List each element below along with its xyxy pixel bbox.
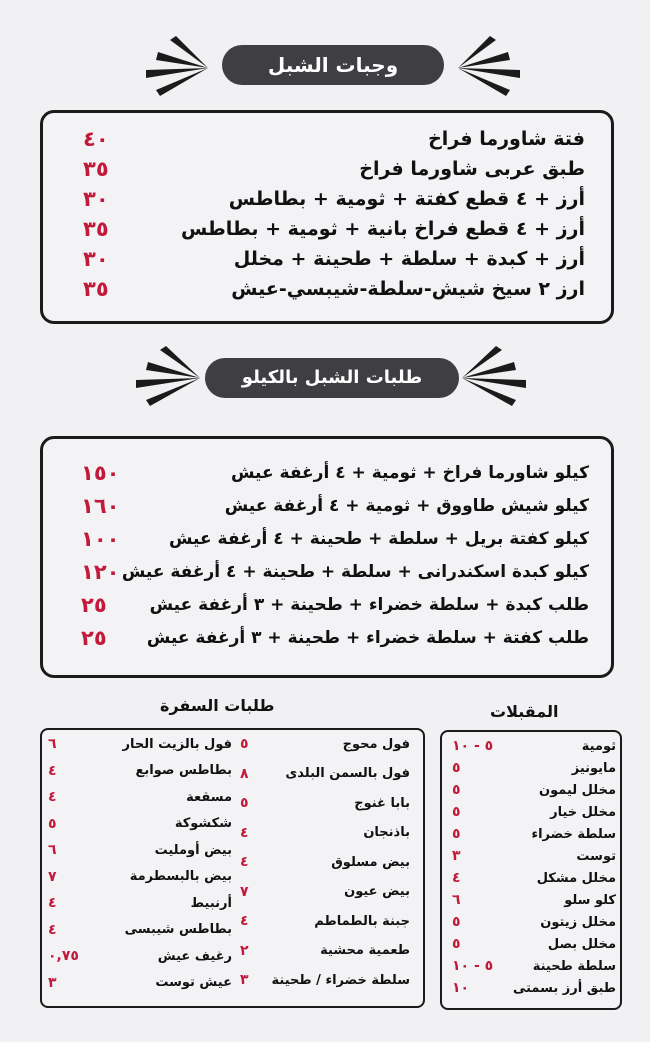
item-price: ١٠٠ bbox=[81, 527, 120, 551]
item-price: ٤ bbox=[240, 913, 249, 929]
item-price: ١٥٠ bbox=[81, 461, 120, 485]
item-name: بطاطس صوابع bbox=[135, 763, 232, 778]
sofra-row bbox=[48, 736, 232, 752]
item-price: ٢٥ bbox=[81, 593, 107, 617]
item-price: ١٦٠ bbox=[81, 494, 120, 518]
appetizer-row bbox=[452, 936, 616, 952]
appetizers-box bbox=[440, 730, 622, 1010]
item-name: طعمية محشية bbox=[320, 943, 410, 958]
menu-row bbox=[43, 626, 611, 650]
item-price: ٥ bbox=[452, 826, 461, 842]
item-name: مخلل ليمون bbox=[538, 782, 616, 798]
appetizer-row bbox=[452, 804, 616, 820]
item-name: كيلو شاورما فراخ + ثومية + ٤ أرغفة عيش bbox=[231, 463, 589, 483]
sofra-row bbox=[240, 943, 410, 959]
item-price: ٤ bbox=[48, 789, 57, 805]
item-name: طبق عربى شاورما فراخ bbox=[359, 158, 585, 180]
item-name: بيض بالبسطرمة bbox=[129, 869, 232, 884]
item-price: ٣٥ bbox=[83, 157, 109, 181]
menu-row bbox=[43, 277, 611, 301]
sofra-title: طلبات السفرة bbox=[160, 696, 275, 715]
item-price: ٥ bbox=[48, 815, 57, 832]
appetizer-row bbox=[452, 914, 616, 930]
sofra-row bbox=[48, 869, 232, 885]
sofra-row bbox=[48, 789, 232, 805]
sofra-row bbox=[48, 895, 232, 911]
item-price: ٤ bbox=[452, 870, 461, 886]
sofra-row bbox=[48, 763, 232, 779]
appetizer-row bbox=[452, 870, 616, 886]
sofra-row bbox=[48, 842, 232, 858]
item-price: ١٢٠ bbox=[81, 560, 120, 584]
item-name: توست bbox=[576, 848, 616, 864]
sofra-row bbox=[48, 816, 232, 832]
sofra-row bbox=[240, 913, 410, 929]
item-price: ٣٠ bbox=[83, 247, 109, 271]
item-price: ٤٠ bbox=[83, 127, 109, 151]
item-name: باذنجان bbox=[363, 825, 410, 840]
item-price: ١٠ bbox=[452, 980, 470, 996]
menu-row bbox=[43, 494, 611, 518]
item-price: ٠,٧٥ bbox=[48, 948, 79, 964]
sofra-row bbox=[240, 884, 410, 900]
item-name: مخلل خيار bbox=[550, 804, 616, 820]
sofra-row bbox=[240, 795, 410, 811]
item-price: ٣٥ bbox=[83, 277, 109, 301]
appetizer-row bbox=[452, 958, 616, 974]
sofra-row bbox=[240, 972, 410, 988]
item-name: كيلو كفتة بريل + سلطة + طحينة + ٤ أرغفة عيش bbox=[169, 529, 589, 549]
item-name: سلطة خضراء bbox=[531, 826, 616, 842]
item-name: مخلل زيتون bbox=[540, 914, 616, 930]
item-price: ٤ bbox=[240, 824, 249, 841]
item-price: ٢٥ bbox=[81, 626, 107, 650]
item-price: ٦ bbox=[48, 842, 57, 858]
item-name: فول بالسمن البلدى bbox=[285, 766, 410, 781]
item-price: ٤ bbox=[240, 854, 249, 870]
item-name: فول بالزيت الحار bbox=[122, 736, 232, 752]
sofra-row bbox=[48, 948, 232, 964]
item-name: كيلو كبدة اسكندرانى + سلطة + طحينة + ٤ أرغفة عيش bbox=[121, 562, 589, 582]
item-name: ارز ٢ سيخ شيش-سلطة-شيبسي-عيش bbox=[231, 278, 585, 300]
appetizer-row bbox=[452, 782, 616, 798]
item-price: ٥ bbox=[452, 804, 461, 820]
sofra-row bbox=[240, 736, 410, 752]
burst-right-icon bbox=[454, 340, 534, 410]
burst-left-icon bbox=[138, 30, 218, 100]
appetizers-title: المقبلات bbox=[490, 702, 559, 721]
item-price: ٧ bbox=[240, 883, 249, 900]
sofra-row bbox=[240, 854, 410, 870]
item-price: ٥ bbox=[240, 736, 249, 752]
item-name: بيض أومليت bbox=[154, 842, 232, 858]
appetizer-row bbox=[452, 848, 616, 864]
sofra-row bbox=[240, 766, 410, 782]
item-name: مايونيز bbox=[571, 760, 616, 776]
item-price: ٨ bbox=[240, 765, 249, 782]
section1-title: وجبات الشبل bbox=[222, 45, 444, 85]
item-name: أرنبيط bbox=[190, 895, 232, 911]
sofra-row bbox=[48, 975, 232, 991]
item-name: طلب كبدة + سلطة خضراء + طحينة + ٣ أرغفة عيش bbox=[149, 595, 589, 615]
sofra-row bbox=[240, 825, 410, 841]
item-name: رغيف عيش bbox=[157, 948, 232, 964]
burst-left-icon bbox=[128, 340, 208, 410]
burst-right-icon bbox=[448, 30, 528, 100]
item-price: ٤ bbox=[48, 895, 57, 911]
item-name: سلطة طحينة bbox=[532, 958, 616, 974]
item-name: عيش توست bbox=[155, 975, 232, 990]
item-name: بطاطس شيبسى bbox=[124, 922, 232, 937]
item-price: ٣ bbox=[240, 972, 249, 988]
item-name: طبق أرز بسمتى bbox=[512, 980, 616, 996]
item-name: بيض عيون bbox=[344, 884, 410, 899]
menu-row bbox=[43, 127, 611, 151]
item-price: ٣٠ bbox=[83, 187, 109, 211]
item-name: سلطة خضراء / طحينة bbox=[271, 972, 410, 988]
item-price: ٤ bbox=[48, 762, 57, 779]
item-name: بيض مسلوق bbox=[331, 854, 410, 870]
item-price: ٣٥ bbox=[83, 217, 109, 241]
item-price: ٦ bbox=[48, 736, 57, 752]
section2-box bbox=[40, 436, 614, 678]
item-name: شكشوكة bbox=[174, 816, 232, 831]
item-price: ٥ bbox=[452, 782, 461, 798]
item-name: أرز + ٤ قطع فراخ بانية + ثومية + بطاطس bbox=[181, 218, 585, 240]
menu-row bbox=[43, 593, 611, 617]
appetizer-row bbox=[452, 826, 616, 842]
item-name: طلب كفتة + سلطة خضراء + طحينة + ٣ أرغفة عيش bbox=[146, 628, 589, 648]
menu-row bbox=[43, 217, 611, 241]
menu-row bbox=[43, 527, 611, 551]
item-name: مخلل مشكل bbox=[536, 870, 616, 886]
item-price: ٣ bbox=[48, 974, 57, 991]
item-name: بابا غنوج bbox=[354, 795, 410, 811]
menu-row bbox=[43, 461, 611, 485]
item-price: ٥ bbox=[240, 795, 249, 811]
menu-row bbox=[43, 187, 611, 211]
appetizer-row bbox=[452, 980, 616, 996]
item-price: ٣ bbox=[452, 848, 461, 864]
sofra-row bbox=[48, 922, 232, 938]
item-name: فول محوج bbox=[342, 736, 410, 752]
appetizer-row bbox=[452, 760, 616, 776]
section2-title: طلبات الشبل بالكيلو bbox=[205, 358, 459, 398]
menu-row bbox=[43, 247, 611, 271]
item-name: فتة شاورما فراخ bbox=[428, 128, 585, 150]
item-price: ٦ bbox=[452, 892, 461, 908]
appetizer-row bbox=[452, 738, 616, 754]
menu-row bbox=[43, 560, 611, 584]
item-name: أرز + ٤ قطع كفتة + ثومية + بطاطس bbox=[228, 188, 585, 210]
item-price: ٥ bbox=[452, 936, 461, 952]
item-price: ٥ bbox=[452, 914, 461, 930]
item-price: ٥ - ١٠ bbox=[452, 958, 494, 974]
section1-box bbox=[40, 110, 614, 324]
item-name: مخلل بصل bbox=[547, 936, 616, 952]
menu-row bbox=[43, 157, 611, 181]
item-price: ٢ bbox=[240, 942, 249, 959]
item-name: كلو سلو bbox=[564, 892, 616, 908]
item-price: ٥ bbox=[452, 760, 461, 776]
item-name: جبنة بالطماطم bbox=[314, 913, 410, 929]
item-price: ٧ bbox=[48, 868, 57, 885]
sofra-box bbox=[40, 728, 425, 1008]
item-name: أرز + كبدة + سلطة + طحينة + مخلل bbox=[233, 248, 585, 270]
appetizer-row bbox=[452, 892, 616, 908]
item-price: ٥ - ١٠ bbox=[452, 738, 494, 754]
item-price: ٤ bbox=[48, 921, 57, 938]
item-name: مسقعة bbox=[186, 789, 232, 805]
item-name: ثومية bbox=[581, 738, 616, 754]
item-name: كيلو شيش طاووق + ثومية + ٤ أرغفة عيش bbox=[224, 496, 589, 516]
